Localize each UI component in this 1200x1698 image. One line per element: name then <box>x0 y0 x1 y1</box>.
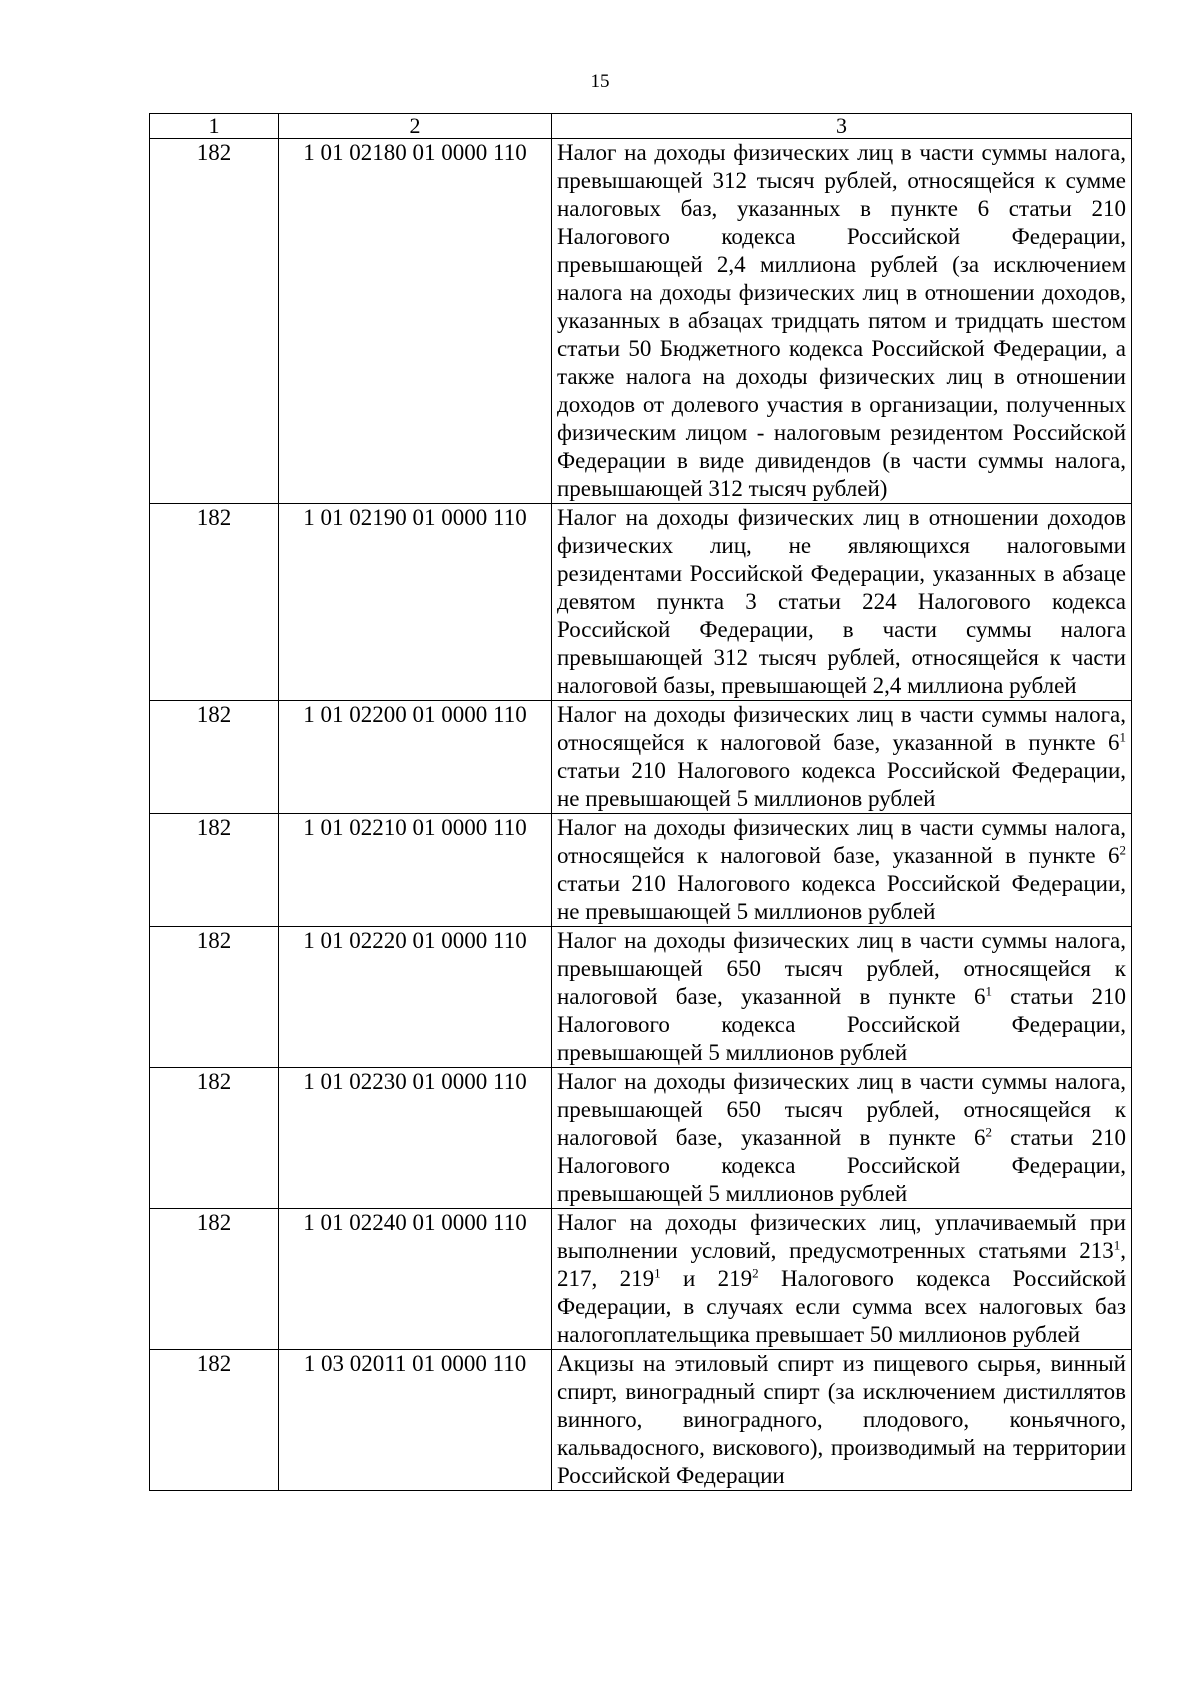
table-row <box>150 814 1132 927</box>
description-cell <box>552 1209 1132 1350</box>
description-text: Налог на доходы физических лиц в части суммы налога, превышающей 312 тысяч рублей, относящейся к сумме налоговых баз, указанных в пункте 6 статьи 210 Налогового кодекса Российской Федерации, превышающей 2,4 миллиона рублей (за исключением налога на доходы физических лиц в отношении доходов, указанных в абзацах тридцать пятом и тридцать шестом статьи 50 Бюджетного кодекса Российской Федерации, а также налога на доходы физических лиц в отношении доходов от долевого участия в организации, полученных физическим лицом - налоговым резидентом Российской Федерации в виде дивидендов (в части суммы налога, превышающей 312 тысяч рублей) <box>557 140 1126 501</box>
description-text: Налог на доходы физических лиц в отношении доходов физических лиц, не являющихся налоговыми резидентами Российской Федерации, указанных в абзаце девятом пункта 3 статьи 224 Налогового кодекса Российской Федерации, в части суммы налога превышающей 312 тысяч рублей, относящейся к части налоговой базы, превышающей 2,4 миллиона рублей <box>557 505 1126 698</box>
superscript-index: 2 <box>752 1265 759 1281</box>
column-header-1: 1 <box>150 114 279 139</box>
admin-code-cell: 182 <box>150 139 279 504</box>
kbk-code-cell: 1 03 02011 01 0000 110 <box>279 1350 552 1491</box>
description-text: статьи 210 Налогового кодекса Российской Федерации, превышающей 5 миллионов рублей <box>557 984 1126 1065</box>
description-text: статьи 210 Налогового кодекса Российской Федерации, не превышающей 5 миллионов рублей <box>557 871 1126 924</box>
table-row <box>150 701 1132 814</box>
page-number: 15 <box>590 71 610 92</box>
description-text: Налог на доходы физических лиц в части суммы налога, превышающей 650 тысяч рублей, относящейся к налоговой базе, указанной в пункте 6 <box>557 928 1126 1009</box>
admin-code-cell: 182 <box>150 927 279 1068</box>
description-cell <box>552 139 1132 504</box>
table-row <box>150 139 1132 504</box>
kbk-code-cell: 1 01 02240 01 0000 110 <box>279 1209 552 1350</box>
column-header-3: 3 <box>552 114 1132 139</box>
description-cell <box>552 701 1132 814</box>
superscript-index: 2 <box>1119 842 1126 858</box>
superscript-index: 1 <box>654 1265 661 1281</box>
kbk-code-cell: 1 01 02230 01 0000 110 <box>279 1068 552 1209</box>
table-row <box>150 927 1132 1068</box>
description-cell <box>552 927 1132 1068</box>
admin-code-cell: 182 <box>150 504 279 701</box>
kbk-code-cell: 1 01 02180 01 0000 110 <box>279 139 552 504</box>
description-cell <box>552 1068 1132 1209</box>
column-header-2: 2 <box>279 114 552 139</box>
table-row <box>150 1209 1132 1350</box>
budget-classification-table <box>149 113 1132 1491</box>
table-body <box>150 139 1132 1491</box>
description-text: статьи 210 Налогового кодекса Российской Федерации, не превышающей 5 миллионов рублей <box>557 758 1126 811</box>
description-text: Акцизы на этиловый спирт из пищевого сырья, винный спирт, виноградный спирт (за исключением дистиллятов винного, виноградного, плодового, коньячного, кальвадосного, вискового), производимый на территории Российской Федерации <box>557 1351 1126 1488</box>
description-text: Налог на доходы физических лиц в части суммы налога, превышающей 650 тысяч рублей, относящейся к налоговой базе, указанной в пункте 6 <box>557 1069 1126 1150</box>
admin-code-cell: 182 <box>150 814 279 927</box>
table-row <box>150 1068 1132 1209</box>
kbk-code-cell: 1 01 02220 01 0000 110 <box>279 927 552 1068</box>
superscript-index: 1 <box>1119 729 1126 745</box>
description-text: Налог на доходы физических лиц, уплачиваемый при выполнении условий, предусмотренных статьями 213 <box>557 1210 1126 1263</box>
description-text: , 217, 219 <box>557 1238 1126 1291</box>
superscript-index: 1 <box>985 983 993 999</box>
kbk-code-cell: 1 01 02210 01 0000 110 <box>279 814 552 927</box>
table-header-row <box>150 114 1132 139</box>
description-text: и 219 <box>660 1266 753 1291</box>
kbk-code-cell: 1 01 02200 01 0000 110 <box>279 701 552 814</box>
description-text: Налог на доходы физических лиц в части суммы налога, относящейся к налоговой базе, указанной в пункте 6 <box>557 815 1126 868</box>
admin-code-cell: 182 <box>150 701 279 814</box>
table-row <box>150 504 1132 701</box>
table-row <box>150 1350 1132 1491</box>
admin-code-cell: 182 <box>150 1350 279 1491</box>
description-text: Налогового кодекса Российской Федерации, в случаях если сумма всех налоговых баз налогоплательщика превышает 50 миллионов рублей <box>557 1266 1127 1347</box>
superscript-index: 2 <box>985 1124 993 1140</box>
description-cell <box>552 1350 1132 1491</box>
description-cell <box>552 504 1132 701</box>
description-text: Налог на доходы физических лиц в части суммы налога, относящейся к налоговой базе, указанной в пункте 6 <box>557 702 1126 755</box>
admin-code-cell: 182 <box>150 1209 279 1350</box>
superscript-index: 1 <box>1113 1237 1121 1253</box>
description-text: статьи 210 Налогового кодекса Российской Федерации, превышающей 5 миллионов рублей <box>557 1125 1126 1206</box>
admin-code-cell: 182 <box>150 1068 279 1209</box>
description-cell <box>552 814 1132 927</box>
kbk-code-cell: 1 01 02190 01 0000 110 <box>279 504 552 701</box>
